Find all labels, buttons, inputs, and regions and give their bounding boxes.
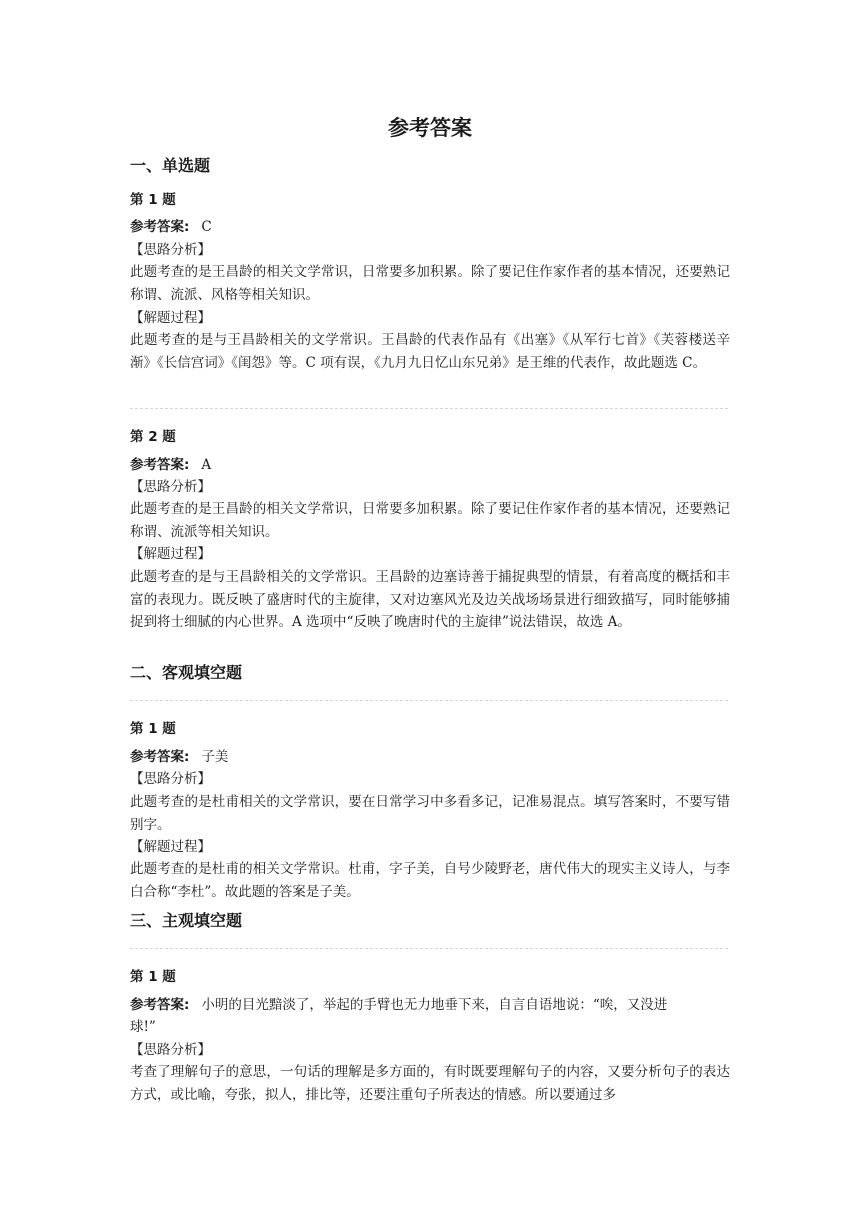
answer-line — [130, 216, 730, 238]
divider — [130, 948, 728, 949]
section-heading-objective-fill: 二、客观填空题 — [130, 663, 243, 682]
answer-line — [130, 746, 730, 768]
question-number: 第 1 题 — [130, 721, 176, 737]
process-label: 【解题过程】 — [130, 546, 211, 562]
answer-label: 参考答案: — [130, 457, 190, 473]
analysis-text: 此题考查的是王昌龄的相关文学常识，日常要多加积累。除了要记住作家作者的基本情况，还要熟记称谓、流派等相关知识。 — [130, 501, 730, 540]
section-heading-single-choice: 一、单选题 — [130, 156, 211, 175]
question-number: 第 1 题 — [130, 192, 176, 208]
divider — [130, 408, 728, 409]
analysis-label: 【思路分析】 — [130, 771, 211, 787]
analysis-label: 【思路分析】 — [130, 1042, 211, 1058]
divider — [130, 700, 728, 701]
process-text: 此题考查的是与王昌龄相关的文学常识。王昌龄的代表作品有《出塞》《从军行七首》《芙蓉楼送辛渐》《长信宫词》《闺怨》等。C 项有误，《九月九日忆山东兄弟》是王维的代表作，故此题选 C。 — [130, 332, 730, 371]
process-label: 【解题过程】 — [130, 839, 211, 855]
answer-line — [130, 994, 730, 1016]
question-number: 第 1 题 — [130, 969, 176, 985]
answer-continuation: 球!” — [130, 1019, 156, 1035]
page-title: 参考答案 — [388, 116, 472, 140]
answer-value: A — [201, 457, 212, 473]
answer-line — [130, 454, 730, 476]
section-heading-subjective-fill: 三、主观填空题 — [130, 911, 243, 930]
process-text: 此题考查的是杜甫的相关文学常识。杜甫，字子美，自号少陵野老，唐代伟大的现实主义诗人，与李白合称“李杜”。故此题的答案是子美。 — [130, 861, 730, 900]
analysis-label: 【思路分析】 — [130, 242, 211, 258]
answer-value: C — [201, 219, 212, 235]
analysis-text: 此题考查的是杜甫相关的文学常识，要在日常学习中多看多记，记准易混点。填写答案时，不要写错别字。 — [130, 794, 730, 833]
analysis-text: 此题考查的是王昌龄的相关文学常识，日常要多加积累。除了要记住作家作者的基本情况，还要熟记称谓、流派、风格等相关知识。 — [130, 264, 730, 303]
answer-label: 参考答案: — [130, 997, 190, 1013]
analysis-label: 【思路分析】 — [130, 479, 211, 495]
answer-value: 子美 — [201, 749, 229, 765]
process-label: 【解题过程】 — [130, 310, 211, 326]
answer-value: 小明的目光黯淡了，举起的手臂也无力地垂下来，自言自语地说：“唉，又没进 — [201, 997, 668, 1013]
analysis-text: 考查了理解句子的意思，一句话的理解是多方面的，有时既要理解句子的内容，又要分析句子的表达方式，或比喻，夸张，拟人，排比等，还要注重句子所表达的情感。所以要通过多 — [130, 1064, 730, 1103]
answer-label: 参考答案: — [130, 749, 190, 765]
answer-label: 参考答案: — [130, 219, 190, 235]
process-text: 此题考查的是与王昌龄相关的文学常识。王昌龄的边塞诗善于捕捉典型的情景，有着高度的概括和丰富的表现力。既反映了盛唐时代的主旋律，又对边塞风光及边关战场场景进行细致描写，同时能够捕捉到将士细腻的内心世界。A 选项中“反映了晚唐时代的主旋律”说法错误，故选 A。 — [130, 569, 730, 630]
question-number: 第 2 题 — [130, 429, 176, 445]
